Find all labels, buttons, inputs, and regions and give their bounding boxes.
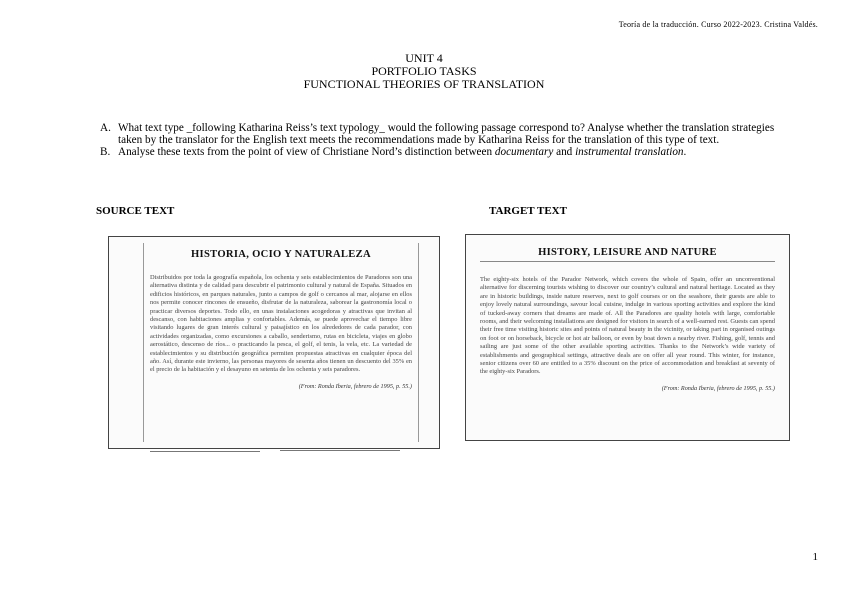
task-a-letter: A. (100, 122, 111, 134)
term-documentary: documentary (494, 146, 554, 159)
target-text-label: TARGET TEXT (489, 205, 567, 217)
page-number: 1 (812, 551, 818, 563)
target-body: The eighty-six hotels of the Parador Network, which covers the whole of Spain, offer an unconventional alternative for discerning tourists wishing to discover our country’s cultural and natural heritage. Located as they are in historic buildings, inside nature reserves, next to golf courses or on the seashore, their guests are able to enjoy lovely natural surroundings, savour local cuisine, indulge in various sporting activities and explore the kind of tucked-away corners that dreams are made of. All the Paradores are quality hotels with large, comfortable rooms, and their welcoming installations are designed for visitors in search of a well-earned rest. Guests can spend their free time visiting historic sites and points of natural beauty in the vicinity, or taking part in organised outings on foot or on horseback, bicycle or hot air balloon, or even by boat down a nearby river. Fishing, golf, tennis and sailing are just some of the other available sporting activities. Thanks to the Network’s wide variety of establishments and geographical settings, attractive deals are on offer all year round. This winter, for instance, senior citizens over 60 are entitled to a 35% discount on the price of accommodation and breakfast at seventy of the eighty-six Paradors. (480, 276, 775, 376)
source-text-page (143, 243, 419, 442)
task-a (100, 122, 800, 146)
target-heading: HISTORY, LEISURE AND NATURE (480, 247, 775, 262)
page-title (0, 52, 848, 91)
scan-underline (150, 451, 260, 452)
task-list (100, 122, 800, 159)
task-b-text: Analyse these texts from the point of view of Christiane Nord’s distinction between (118, 146, 495, 159)
source-body: Distribuidos por toda la geografía española, los ochenta y seis establecimientos de Paradores son una alternativa distinta y de calidad para descubrir el patrimonio cultural y natural de España. Situados en edificios históricos, en parques naturales, junto a campos de golf o cercanos al mar, alojarse en ellos nos permite conocer rincones de ensueño, disfrutar de la naturaleza, saborear la gastronomía local o practicar diversos deportes. Todo ello, en unas instalaciones acogedoras y atractivas que invitan al descanso, con habitaciones amplias y confortables. Además, se puede aprovechar el tiempo libre visitando lugares de gran interés cultural y paisajístico en los alrededores de cada parador, con actividades organizadas, como excursiones a caballo, senderismo, rutas en bicicleta, viajes en globo aerostático, descenso de ríos... o practicando la pesca, el golf, el tenis, la vela, etc. La variedad de establecimientos y su distribución geográfica permiten propuestas atractivas en cualquier época del año. Así, durante este invierno, las personas mayores de sesenta años tienen un descuento del 35% en el precio de la habitación y el desayuno en setenta de los ochenta y seis paradores. (150, 274, 412, 374)
header-note: Teoría de la traducción. Curso 2022-2023. Cristina Valdés. (618, 20, 818, 29)
target-citation: (From: Ronda Iberia, febrero de 1995, p. 55.) (661, 384, 775, 392)
task-b-letter: B. (100, 146, 111, 159)
source-text-scan (108, 236, 440, 449)
term-instrumental-translation: instrumental translation (575, 146, 684, 159)
task-a-text: What text type _following Katharina Reiss’s text typology_ would the following passage correspond to? Analyse whether the translation strategies taken by the translator for the English text meets the recommendations made by Katharina Reiss for the translation of this type of text. (118, 122, 775, 147)
scan-underline (280, 450, 400, 451)
title-portfolio: PORTFOLIO TASKS (371, 64, 477, 78)
task-b (100, 146, 800, 158)
source-citation: (From: Ronda Iberia, febrero de 1995, p. 55.) (298, 382, 412, 390)
title-unit: UNIT 4 (405, 51, 443, 65)
source-text-label: SOURCE TEXT (96, 205, 175, 217)
target-text-page (474, 241, 781, 434)
task-b-period: . (683, 146, 687, 159)
source-heading: HISTORIA, OCIO Y NATURALEZA (191, 249, 371, 260)
task-b-conjunction: and (553, 146, 576, 159)
target-text-scan (465, 234, 790, 441)
title-topic: FUNCTIONAL THEORIES OF TRANSLATION (303, 77, 545, 91)
